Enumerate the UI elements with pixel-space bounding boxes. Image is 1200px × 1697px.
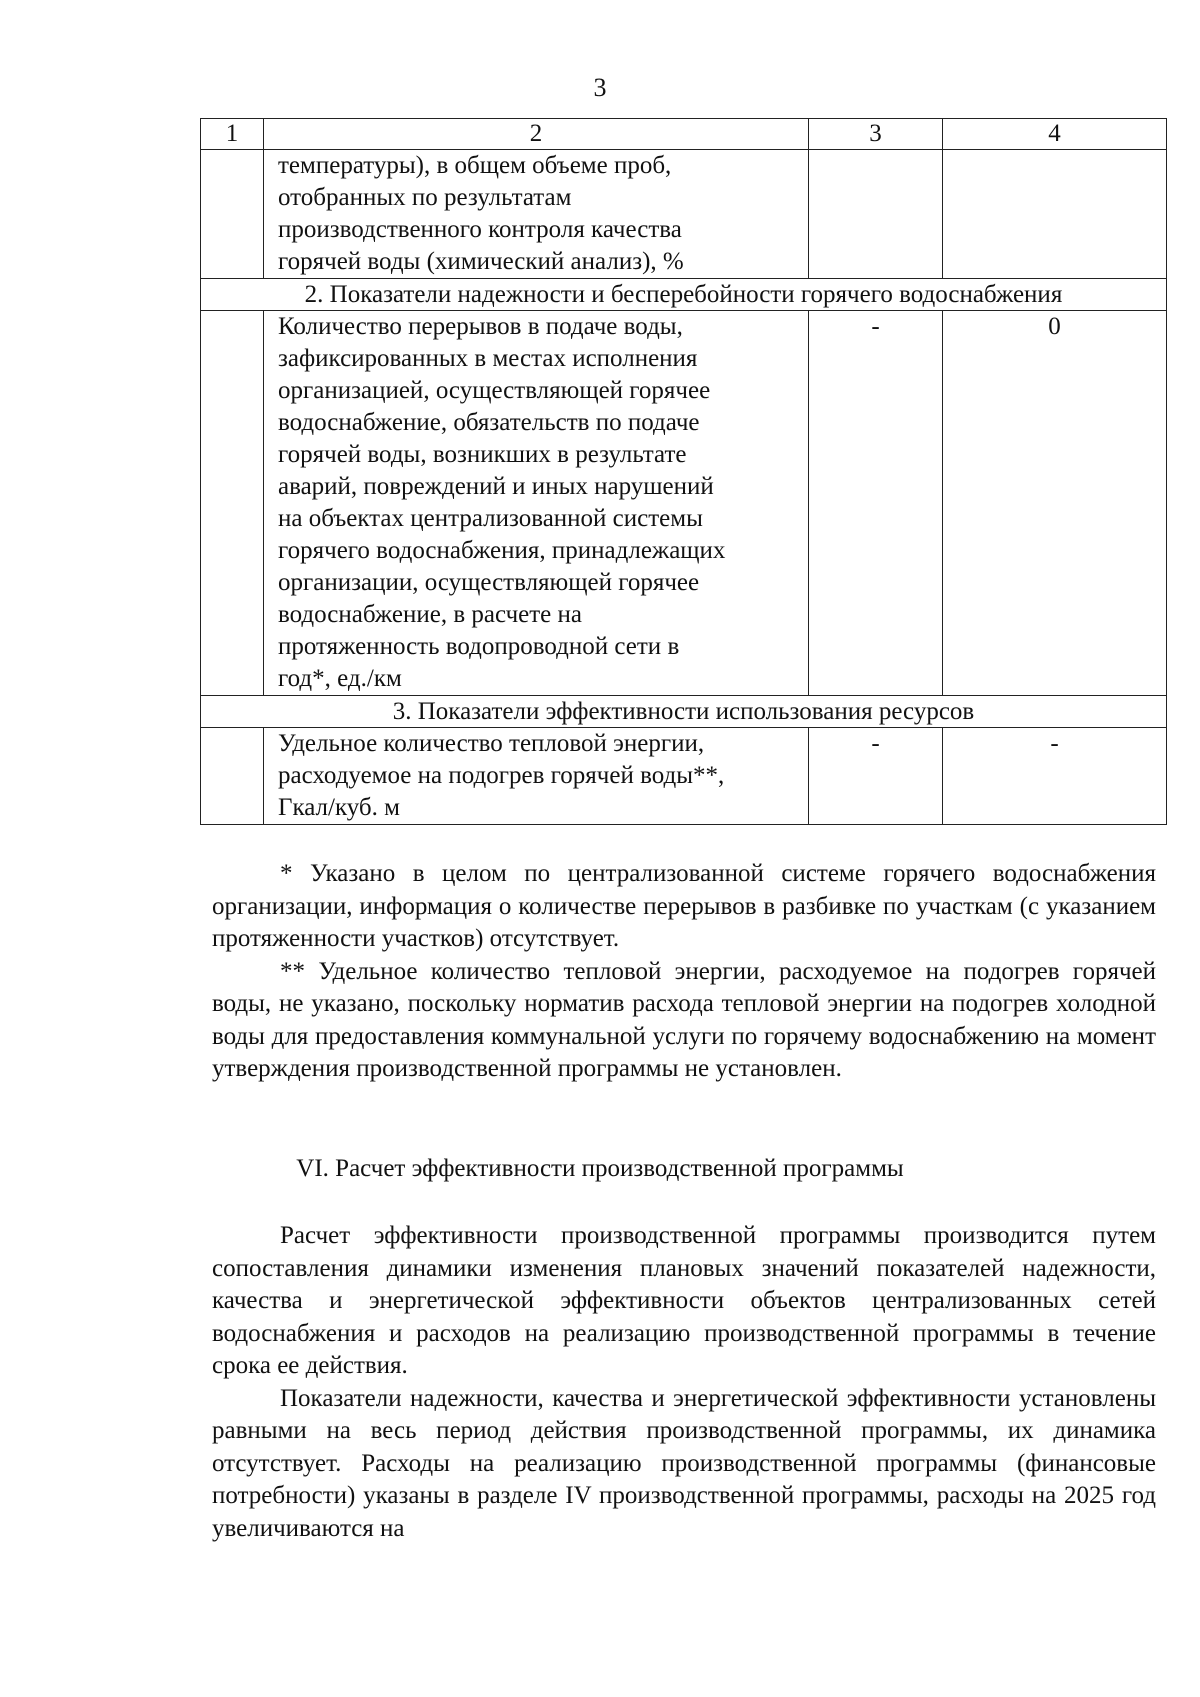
header-cell-1: 1	[201, 119, 264, 150]
page-number: 3	[593, 73, 607, 102]
section-2-title: 2. Показатели надежности и бесперебойности горячего водоснабжения	[201, 279, 1167, 311]
footnote-2: ** Удельное количество тепловой энергии, расходуемое на подогрев горячей воды, не указано, поскольку норматив расхода тепловой энергии на подогрев холодной воды для предоставления коммунальной услуги по горячему водоснабжению на момент утверждения производственной программы не установлен.	[212, 957, 1156, 1082]
header-cell-4: 4	[943, 119, 1167, 150]
table-row	[201, 150, 1167, 279]
plan-value-cell: -	[943, 728, 1167, 825]
row-number-cell	[201, 150, 264, 279]
indicator-description: температуры), в общем объеме проб, отобранных по результатам производственного контроля качества горячей воды (химический анализ), %	[264, 150, 809, 279]
indicator-description: Удельное количество тепловой энергии, расходуемое на подогрев горячей воды**, Гкал/куб. м	[264, 728, 809, 825]
section-heading: VI. Расчет эффективности производственной программы	[296, 1155, 904, 1182]
indicator-description: Количество перерывов в подаче воды, зафиксированных в местах исполнения организацией, осуществляющей горячее водоснабжение, обязательств по подаче горячей воды, возникших в результате аварий, повреждений и иных нарушений на объектах централизованной системы горячего водоснабжения, принадлежащих организации, осуществляющей горячее водоснабжение, в расчете на протяженность водопроводной сети в год*, ед./км	[264, 311, 809, 696]
plan-value-cell	[943, 150, 1167, 279]
row-number-cell	[201, 311, 264, 696]
section-title-row	[201, 279, 1167, 311]
section-3-title: 3. Показатели эффективности использования ресурсов	[201, 696, 1167, 728]
header-cell-3: 3	[809, 119, 943, 150]
row-number-cell	[201, 728, 264, 825]
plan-value-cell: 0	[943, 311, 1167, 696]
header-cell-2: 2	[264, 119, 809, 150]
section-title-row	[201, 696, 1167, 728]
paragraph: Показатели надежности, качества и энергетической эффективности установлены равными на весь период действия производственной программы, их динамика отсутствует. Расходы на реализацию производственной программы (финансовые потребности) указаны в разделе IV производственной программы, расходы на 2025 год увеличиваются на	[212, 1384, 1156, 1542]
footnote-1: * Указано в целом по централизованной системе горячего водоснабжения организации, информация о количестве перерывов в разбивке по участкам (с указанием протяженности участков) отсутствует.	[212, 860, 1156, 952]
indicators-table	[200, 118, 1167, 825]
table-row	[201, 311, 1167, 696]
base-value-cell	[809, 150, 943, 279]
paragraph: Расчет эффективности производственной программы производится путем сопоставления динамики изменения плановых значений показателей надежности, качества и энергетической эффективности объектов централизованных сетей водоснабжения и расходов на реализацию производственной программы в течение срока ее действия.	[212, 1222, 1156, 1379]
table-row	[201, 728, 1167, 825]
body-text	[212, 1220, 1156, 1545]
footnotes	[212, 858, 1156, 1086]
table-header-row	[201, 119, 1167, 150]
base-value-cell: -	[809, 728, 943, 825]
base-value-cell: -	[809, 311, 943, 696]
